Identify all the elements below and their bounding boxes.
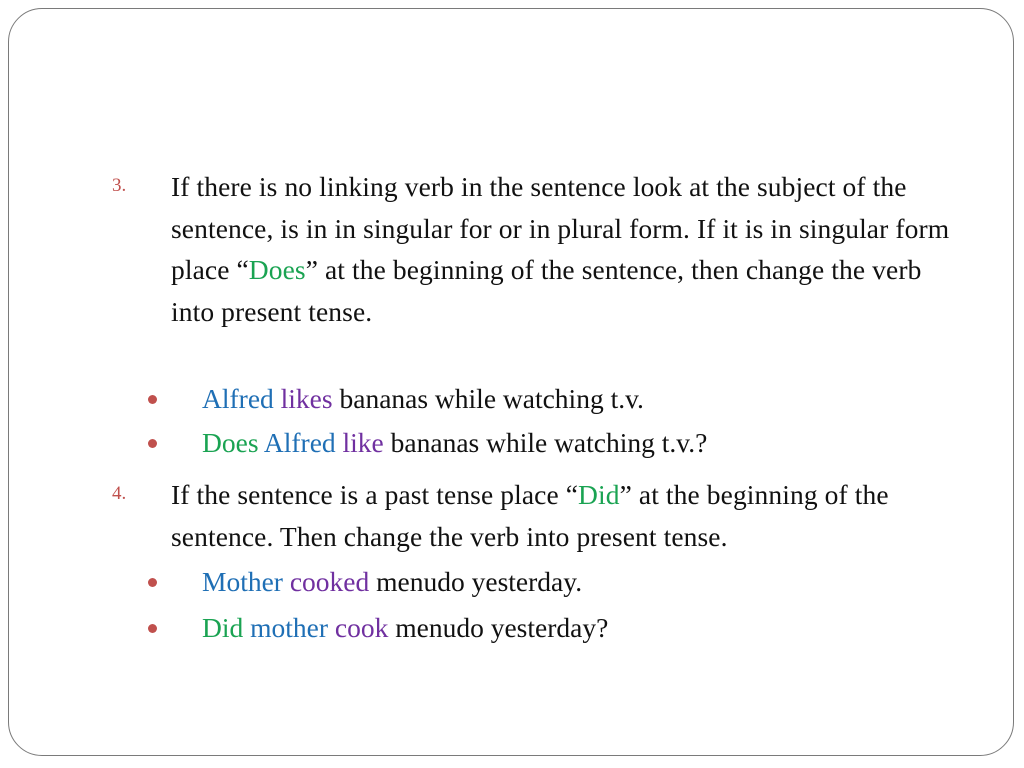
item-text — [171, 166, 971, 332]
verb-word: likes — [280, 383, 333, 414]
example-sentence — [202, 381, 982, 417]
subject-word: Alfred — [202, 383, 281, 414]
example-sentence — [202, 564, 982, 600]
sentence-rest: menudo yesterday? — [388, 612, 609, 643]
bullet-dot-icon — [148, 439, 157, 448]
subject-word: Alfred — [263, 427, 343, 458]
verb-word: like — [342, 427, 384, 458]
sentence-rest: bananas while watching t.v.? — [383, 427, 708, 458]
verb-word: cooked — [289, 566, 370, 597]
example-sentence — [202, 425, 982, 461]
subject-word: mother — [250, 612, 335, 643]
auxiliary-word: Does — [202, 427, 264, 458]
item-text — [171, 474, 971, 557]
item-number: 4. — [112, 483, 127, 504]
highlight-did: Did — [578, 479, 620, 510]
sentence-rest: bananas while watching t.v. — [332, 383, 644, 414]
highlight-does: Does — [248, 254, 306, 285]
item-number: 3. — [112, 175, 127, 196]
item-text-start: If the sentence is a past tense place “ — [171, 479, 579, 510]
bullet-dot-icon — [148, 578, 157, 587]
item-text-end: ” at the beginning of the sentence, then change the verb into present tense. — [171, 254, 922, 327]
item-text-start: If there is no linking verb in the sentence look at the subject of the sentence, is in in singular for or in plural form. If it is in singular form place “ — [171, 171, 950, 285]
example-sentence — [202, 610, 982, 646]
verb-word: cook — [334, 612, 389, 643]
bullet-dot-icon — [148, 395, 157, 404]
subject-word: Mother — [202, 566, 290, 597]
item-text-end: ” at the beginning of the sentence. Then change the verb into present tense. — [171, 479, 889, 552]
auxiliary-word: Did — [202, 612, 251, 643]
sentence-rest: menudo yesterday. — [369, 566, 583, 597]
bullet-dot-icon — [148, 624, 157, 633]
